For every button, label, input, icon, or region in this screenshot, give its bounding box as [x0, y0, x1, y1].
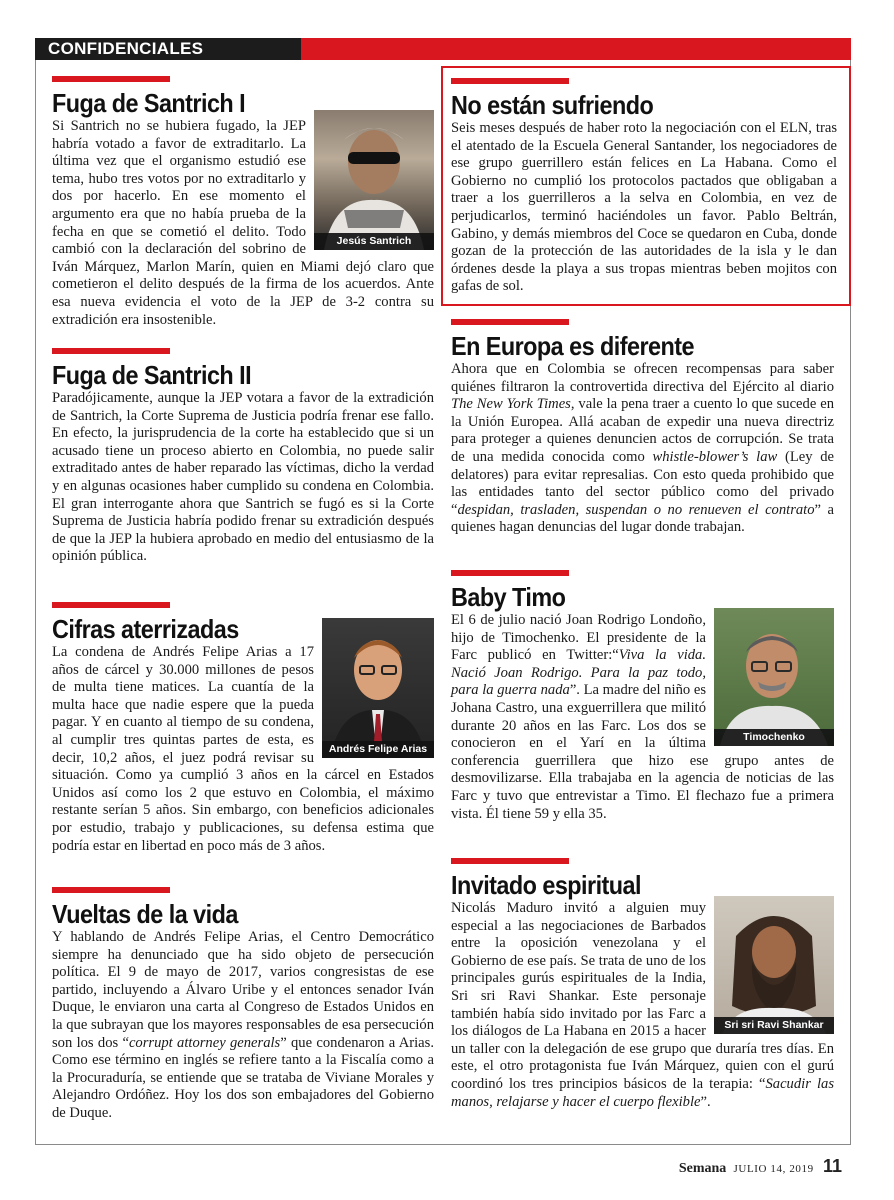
article-body-container — [451, 612, 834, 823]
body-text: Ahora que en Colombia se ofrecen recompensas para saber quiénes filtraron la controvertida directiva del Ejército al diario — [451, 361, 834, 395]
article-cifras-aterrizadas — [52, 602, 434, 855]
photo-timochenko — [714, 608, 834, 746]
article-body: La condena de Andrés Felipe Arias a 17 años de cárcel y 30.000 millones de pesos de multa tiene matices. La cuantía de la multa hace que nadie espere que la pueda pagar. Y en cuanto al tiempo de su condena, al cumplir tres quintas partes de esta, es decir, 10,2 años, el juez podrá revisar su situación. Como ya cumplió 3 años en la cárcel en Estados Unidos así como los 2 que estuvo en Colombia, el máximo restante serían 5 años. Sin embargo, con beneficios adicionales por estudio, trabajo y publicaciones, su defensa estima que podría estar en libertad en poco más de 3 años. — [52, 644, 434, 854]
article-fuga-santrich-2 — [52, 348, 434, 566]
article-title: Invitado espiritual — [451, 870, 641, 900]
photo-caption: Jesús Santrich — [314, 233, 434, 250]
article-title: Fuga de Santrich II — [52, 360, 252, 390]
article-vueltas-de-la-vida — [52, 887, 434, 1123]
photo-caption: Timochenko — [714, 729, 834, 746]
article-invitado-espiritual — [451, 858, 834, 1111]
portrait-illustration — [322, 618, 434, 758]
article-no-estan-sufriendo — [441, 66, 851, 306]
body-italic: Sacudir las manos, relajarse y hacer el cuerpo flexible — [451, 1075, 834, 1110]
red-accent-bar — [451, 78, 569, 84]
issue-date: JULIO 14, 2019 — [733, 1163, 814, 1175]
article-body-container — [52, 118, 434, 329]
body-text: (Ley de delatores) para evitar represalias. Con esto queda prohibido que las entidades tanto del sector público como del privado “ — [451, 448, 835, 518]
photo-jesus-santrich — [314, 110, 434, 250]
body-italic: despidan, trasladen, suspendan o no renueven el contrato — [457, 501, 815, 518]
body-italic: Viva la vida. Nació Joan Rodrigo. Para la paz todo, para la guerra nada — [451, 647, 706, 699]
portrait-illustration — [714, 608, 834, 746]
page-footer — [679, 1156, 842, 1177]
photo-caption: Sri sri Ravi Shankar — [714, 1017, 834, 1034]
photo-caption: Andrés Felipe Arias — [322, 741, 434, 758]
portrait-illustration — [714, 896, 834, 1034]
body-text: Y hablando de Andrés Felipe Arias, el Centro Democrático siempre ha denunciado que ha sido objeto de persecución política. El 9 de mayo de 2017, varios congresistas de ese partido, incluyendo a Álvaro Uribe y el entonces senador Iván Duque, le enviaron una carta al Congreso de Estados Unidos en la que subrayan que los mayores responsables de esa persecución son los dos “ — [52, 929, 434, 1051]
article-body — [451, 361, 834, 537]
page-number: 11 — [822, 1156, 842, 1176]
article-en-europa-es-diferente — [451, 319, 834, 537]
body-italic: whistle-blower’s law — [652, 448, 778, 465]
portrait-illustration — [314, 110, 434, 250]
section-header-bar — [35, 38, 851, 60]
article-body-container — [451, 900, 834, 1111]
body-text: El 6 de julio nació Joan Rodrigo Londoño, hijo de Timochenko. El presidente de la Farc publicó en Twitter:“ — [451, 612, 706, 664]
red-accent-bar — [52, 602, 170, 608]
article-title: Fuga de Santrich I — [52, 88, 246, 118]
body-text: , vale la pena traer a cuento lo que sucede en la Unión Europea. Allá acaban de expedir una nueva directriz para proteger a quienes denuncien actos de corrupción. Se trata de una medida conocida como — [451, 396, 834, 465]
article-title: Vueltas de la vida — [52, 899, 238, 929]
body-text: ”. La madre del niño es Johana Castro, una exguerrillera que militó durante 20 años en las Farc. Los dos se conocieron en el Yarí en la última conferencia guerrillera que hizo ese grupo antes de desmovilizarse. Ella trabajaba en la agencia de noticias de las Farc y tuvo que entrevistar a Timo. El flechazo fue a primera vista. Él tiene 59 y ella 35. — [451, 682, 834, 822]
article-body-container — [52, 644, 434, 855]
article-title: Baby Timo — [451, 582, 566, 612]
red-accent-bar — [52, 348, 170, 354]
article-baby-timo — [451, 570, 834, 823]
article-title: No están sufriendo — [451, 90, 654, 120]
body-text: Nicolás Maduro invitó a alguien muy especial a las negociaciones de Barbados entre la oposición venezolana y el Gobierno de ese país. Se trata de uno de los principales gurús espirituales de la India, Sri sri Ravi Shankar. Este personaje también había sido invitado por las Farc a los diálogos de La Habana en 2015 a hacer un taller con la delegación de ese grupo que duraría tres días. En este, el otro protagonista fue Iván Márquez, quien con el gurú coordinó los tres principios básicos de la terapia: “ — [451, 900, 834, 1092]
red-accent-bar — [451, 319, 569, 325]
body-text: ” que condenaron a Arias. Como ese término en inglés se refiere tanto a la Fiscalía como a la Procuraduría, se entiende que se trataba de Viviane Morales y Alejandro Ordóñez. Hoy los dos son embajadores del Gobierno de Duque. — [52, 1034, 434, 1121]
article-body — [52, 929, 434, 1123]
red-accent-bar — [52, 76, 170, 82]
article-fuga-santrich-1 — [52, 76, 434, 329]
article-title: En Europa es diferente — [451, 331, 694, 361]
article-title: Cifras aterrizadas — [52, 614, 239, 644]
section-label: CONFIDENCIALES — [35, 38, 301, 60]
red-accent-bar — [451, 570, 569, 576]
body-text: ”. — [700, 1093, 711, 1110]
article-body: Si Santrich no se hubiera fugado, la JEP habría votado a favor de extraditarlo. La última vez que el organismo estudió ese tema, hubo tres votos por no extraditarlo y dos por hacerlo. En ese momento el argumento era que no había prueba de la fecha en que se cometió el delito. Todo cambió con la declaración del sobrino de Iván Márquez, Marlon Marín, quien en Miami dejó claro que cometieron el delito después de la firma de los acuerdos. Ante esa nueva evidencia el voto de la JEP de 3-2 contra su extradición era insostenible. — [52, 118, 434, 328]
article-body: Paradójicamente, aunque la JEP votara a favor de la extradición de Santrich, la Corte Suprema de Justicia podría frenar ese fallo. En efecto, la jurisprudencia de la corte ha establecido que si un acusado tiene un proceso abierto en Colombia, no puede salir extraditado antes de haber reparado las víctimas, dicho la verdad y en algunas ocasiones haber cumplido su condena en Colombia. El gran interrogante ahora que Santrich se fugó es si la Corte Suprema de Justicia habría podido frenar su extradición después de que la JEP la hubiera aprobado en medio del entusiasmo de la opinión pública. — [52, 390, 434, 565]
body-italic: corrupt attorney generals — [128, 1034, 281, 1051]
photo-sri-sri-ravi-shankar — [714, 896, 834, 1034]
red-accent-bar — [52, 887, 170, 893]
body-italic: The New York Times — [451, 396, 571, 413]
photo-andres-felipe-arias — [322, 618, 434, 758]
magazine-name: Semana — [678, 1161, 727, 1176]
body-text: ” a quienes hagan denuncias del lugar donde trabajan. — [451, 501, 834, 536]
article-body: Seis meses después de haber roto la negociación con el ELN, tras el atentado de la Escuela General Santander, los negociadores de ese grupo guerrillero están felices en La Habana. Como el Gobierno no cumplió los protocolos pactados que obligaban a traer a los guerrilleros a la selva en Colombia, en vez de perjudicarlos, terminó haciéndoles un favor. Pablo Beltrán, Gabino, y demás miembros del Coce se quedaron en Cuba, donde gozan de la protección de las autoridades de la isla y le dan órdenes desde la playa a sus tropas mientras beben mojitos con gafas de sol. — [451, 120, 837, 295]
red-accent-bar — [451, 858, 569, 864]
